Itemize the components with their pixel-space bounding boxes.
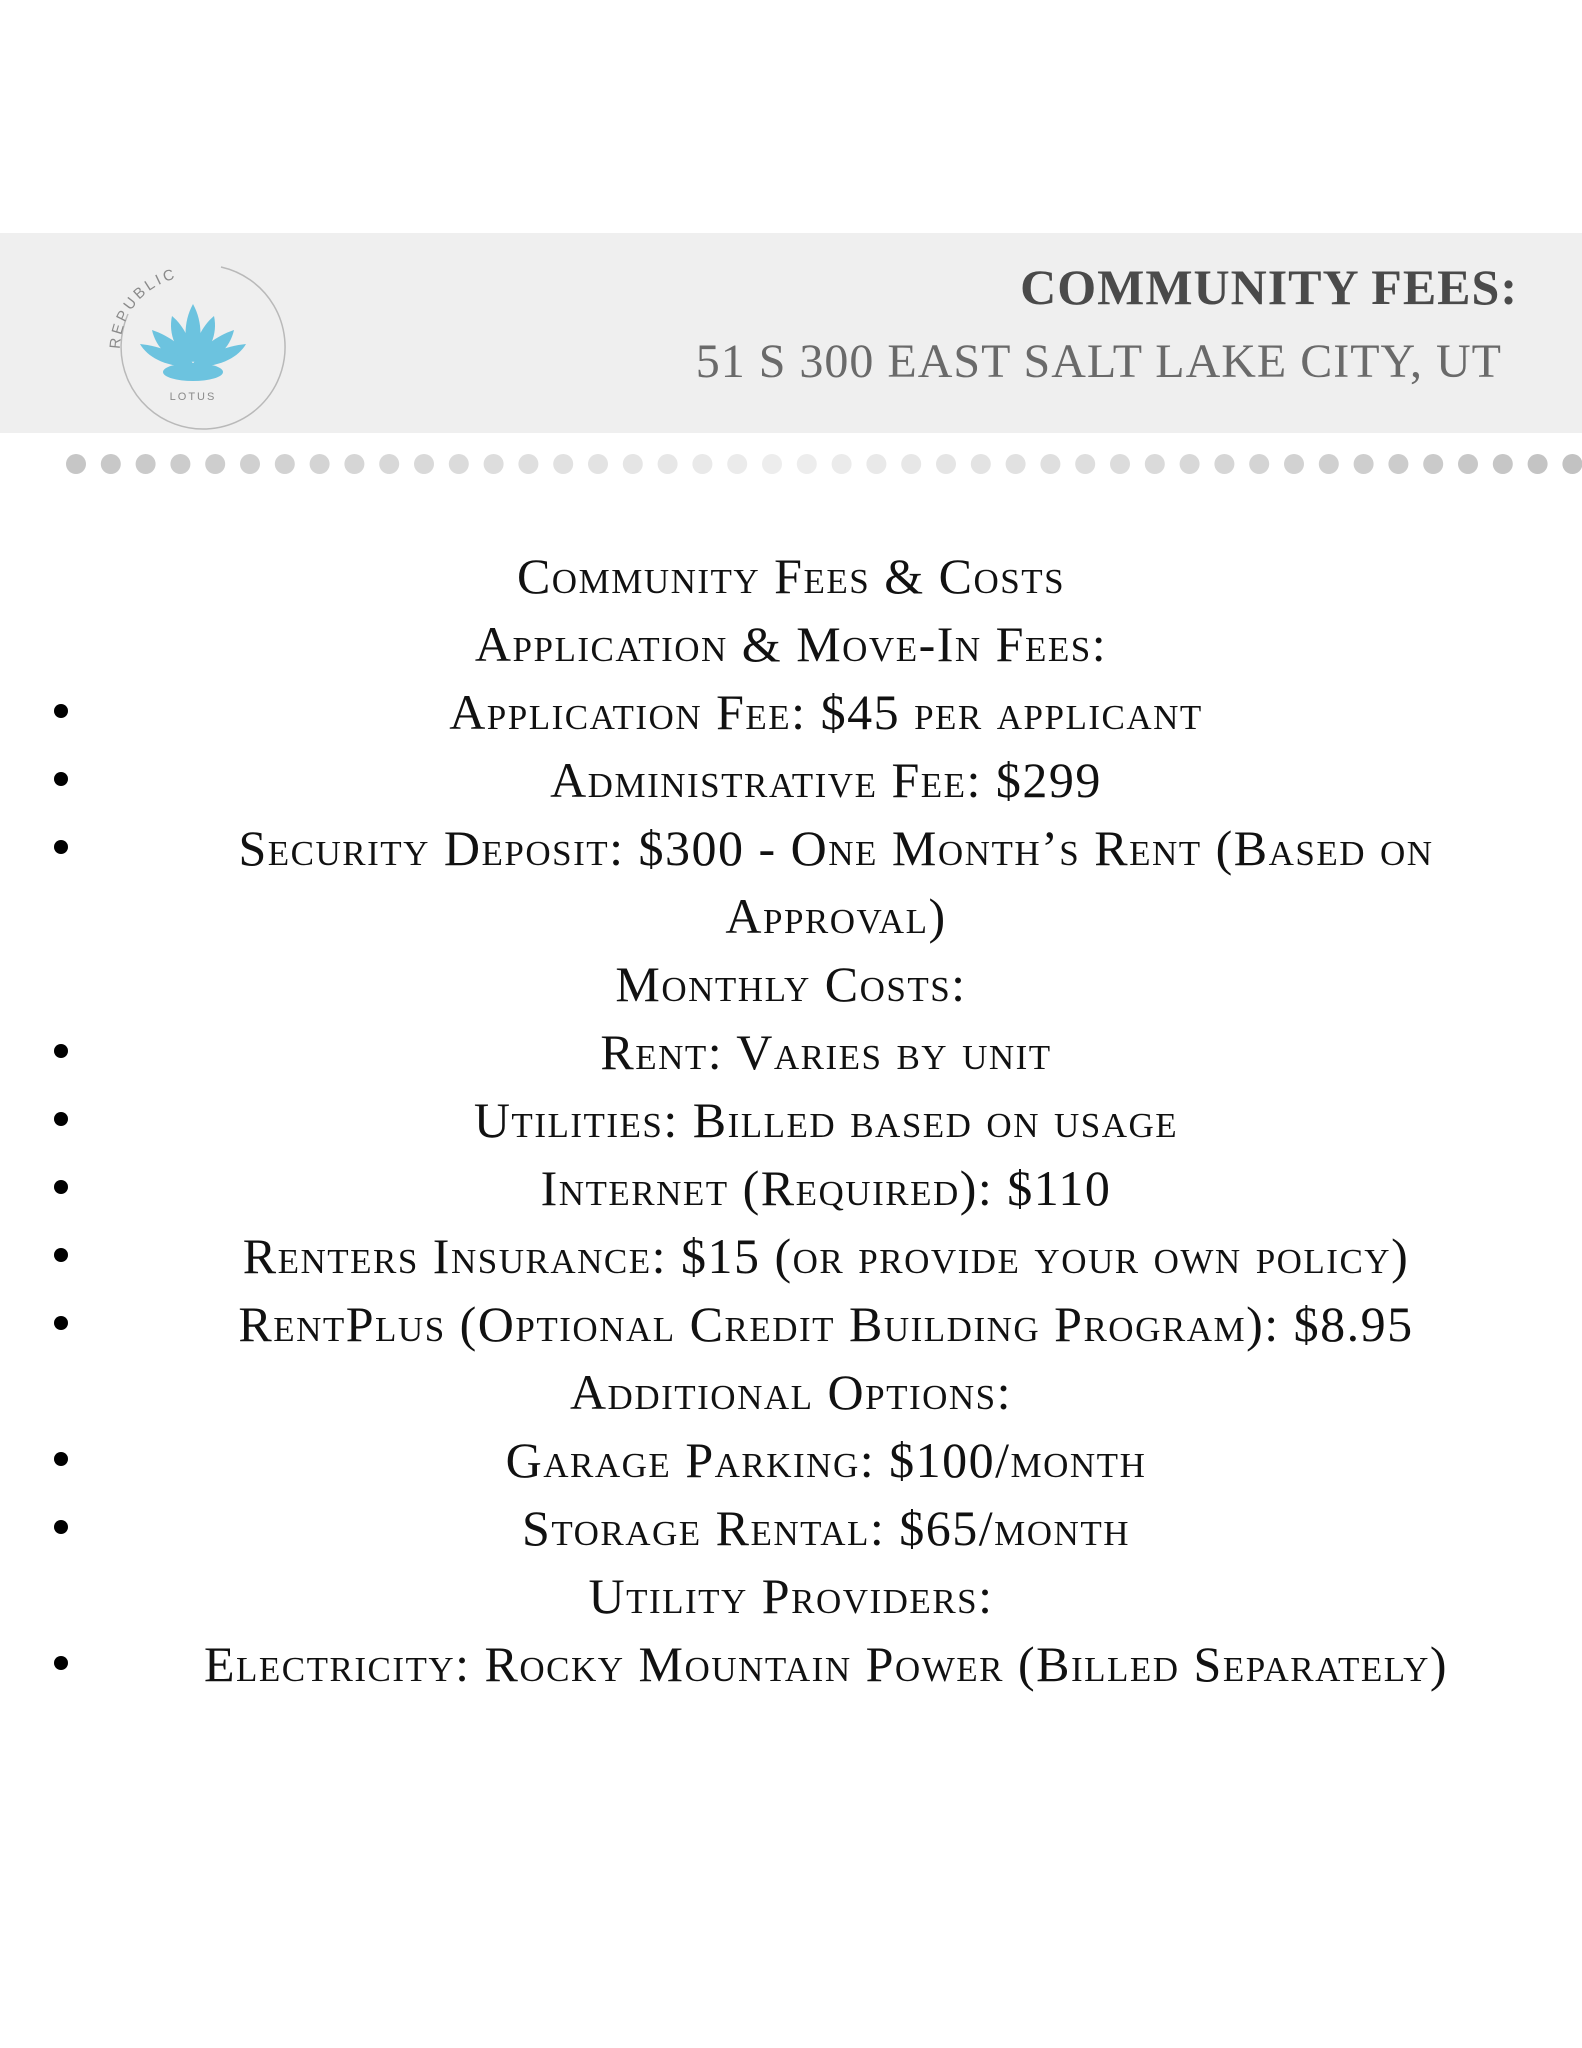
list-item: Internet (Required): $110 [0,1154,1582,1222]
bullet-icon [54,704,68,718]
list-item: Rent: Varies by unit [0,1018,1582,1086]
divider-dot [170,454,190,474]
list-item: Utilities: Billed based on usage [0,1086,1582,1154]
section-title-additional: Additional Options: [569,1364,1013,1420]
divider-dot [658,454,678,474]
divider-dot [1214,454,1234,474]
divider-dot [1354,454,1374,474]
bullet-icon [54,1656,68,1670]
divider-dot [379,454,399,474]
list-item: Administrative Fee: $299 [0,746,1582,814]
header-title: COMMUNITY FEES: [1020,259,1518,315]
divider-dot [1284,454,1304,474]
divider-dot [414,454,434,474]
bullet-icon [54,1248,68,1262]
divider-dot [1319,454,1339,474]
divider-dot [1006,454,1026,474]
divider-dot [1249,454,1269,474]
divider-dot [240,454,260,474]
dot-divider [0,450,1582,478]
document-body [0,542,1582,1698]
divider-dot [762,454,782,474]
divider-dot [692,454,712,474]
divider-dot [449,454,469,474]
divider-dot [101,454,121,474]
divider-dot [832,454,852,474]
divider-dot [1110,454,1130,474]
divider-dot [1528,454,1548,474]
header-address: 51 S 300 EAST SALT LAKE CITY, UT [695,335,1502,388]
divider-dot [1388,454,1408,474]
divider-dot [797,454,817,474]
divider-dot [310,454,330,474]
list-item: Renters Insurance: $15 (or provide your own policy) [0,1222,1582,1290]
section-title-monthly: Monthly Costs: [615,956,967,1012]
divider-dot [518,454,538,474]
logo-bottom-text: LOTUS [169,391,217,403]
bullet-icon [54,1112,68,1126]
divider-dot [901,454,921,474]
divider-dot [205,454,225,474]
bullet-icon [54,772,68,786]
divider-dot [1145,454,1165,474]
divider-dot [484,454,504,474]
divider-dot [1180,454,1200,474]
list-item: Electricity: Rocky Mountain Power (Billed Separately) [0,1630,1582,1698]
bullet-icon [54,1044,68,1058]
section-title-application: Application & Move-In Fees: [474,616,1108,672]
divider-dot [1458,454,1478,474]
list-item: Garage Parking: $100/month [0,1426,1582,1494]
divider-dot [1040,454,1060,474]
svg-text:REPUBLIC [107,265,179,349]
divider-dot [553,454,573,474]
lotus-icon [140,304,246,381]
divider-dot [1423,454,1443,474]
list-item: Application Fee: $45 per applicant [0,678,1582,746]
logo-top-text: REPUBLIC [106,265,180,350]
section-title-utility: Utility Providers: [588,1568,994,1624]
divider-dot [727,454,747,474]
divider-dot [344,454,364,474]
bullet-icon [54,1316,68,1330]
divider-dot [936,454,956,474]
divider-dot [1075,454,1095,474]
bullet-icon [54,1180,68,1194]
bullet-icon [54,1452,68,1466]
divider-dot [1562,454,1582,474]
republic-lotus-logo [98,254,288,444]
divider-dot [275,454,295,474]
list-item: Storage Rental: $65/month [0,1494,1582,1562]
bullet-icon [54,840,68,854]
divider-dot [588,454,608,474]
divider-dot [66,454,86,474]
bullet-icon [54,1520,68,1534]
divider-dot [136,454,156,474]
divider-dot [971,454,991,474]
divider-dot [623,454,643,474]
list-item: RentPlus (Optional Credit Building Program): $8.95 [0,1290,1582,1358]
list-item: Security Deposit: $300 - One Month’s Rent (Based on Approval) [0,814,1582,950]
divider-dot [1493,454,1513,474]
divider-dot [866,454,886,474]
document-heading: Community Fees & Costs [516,548,1066,604]
